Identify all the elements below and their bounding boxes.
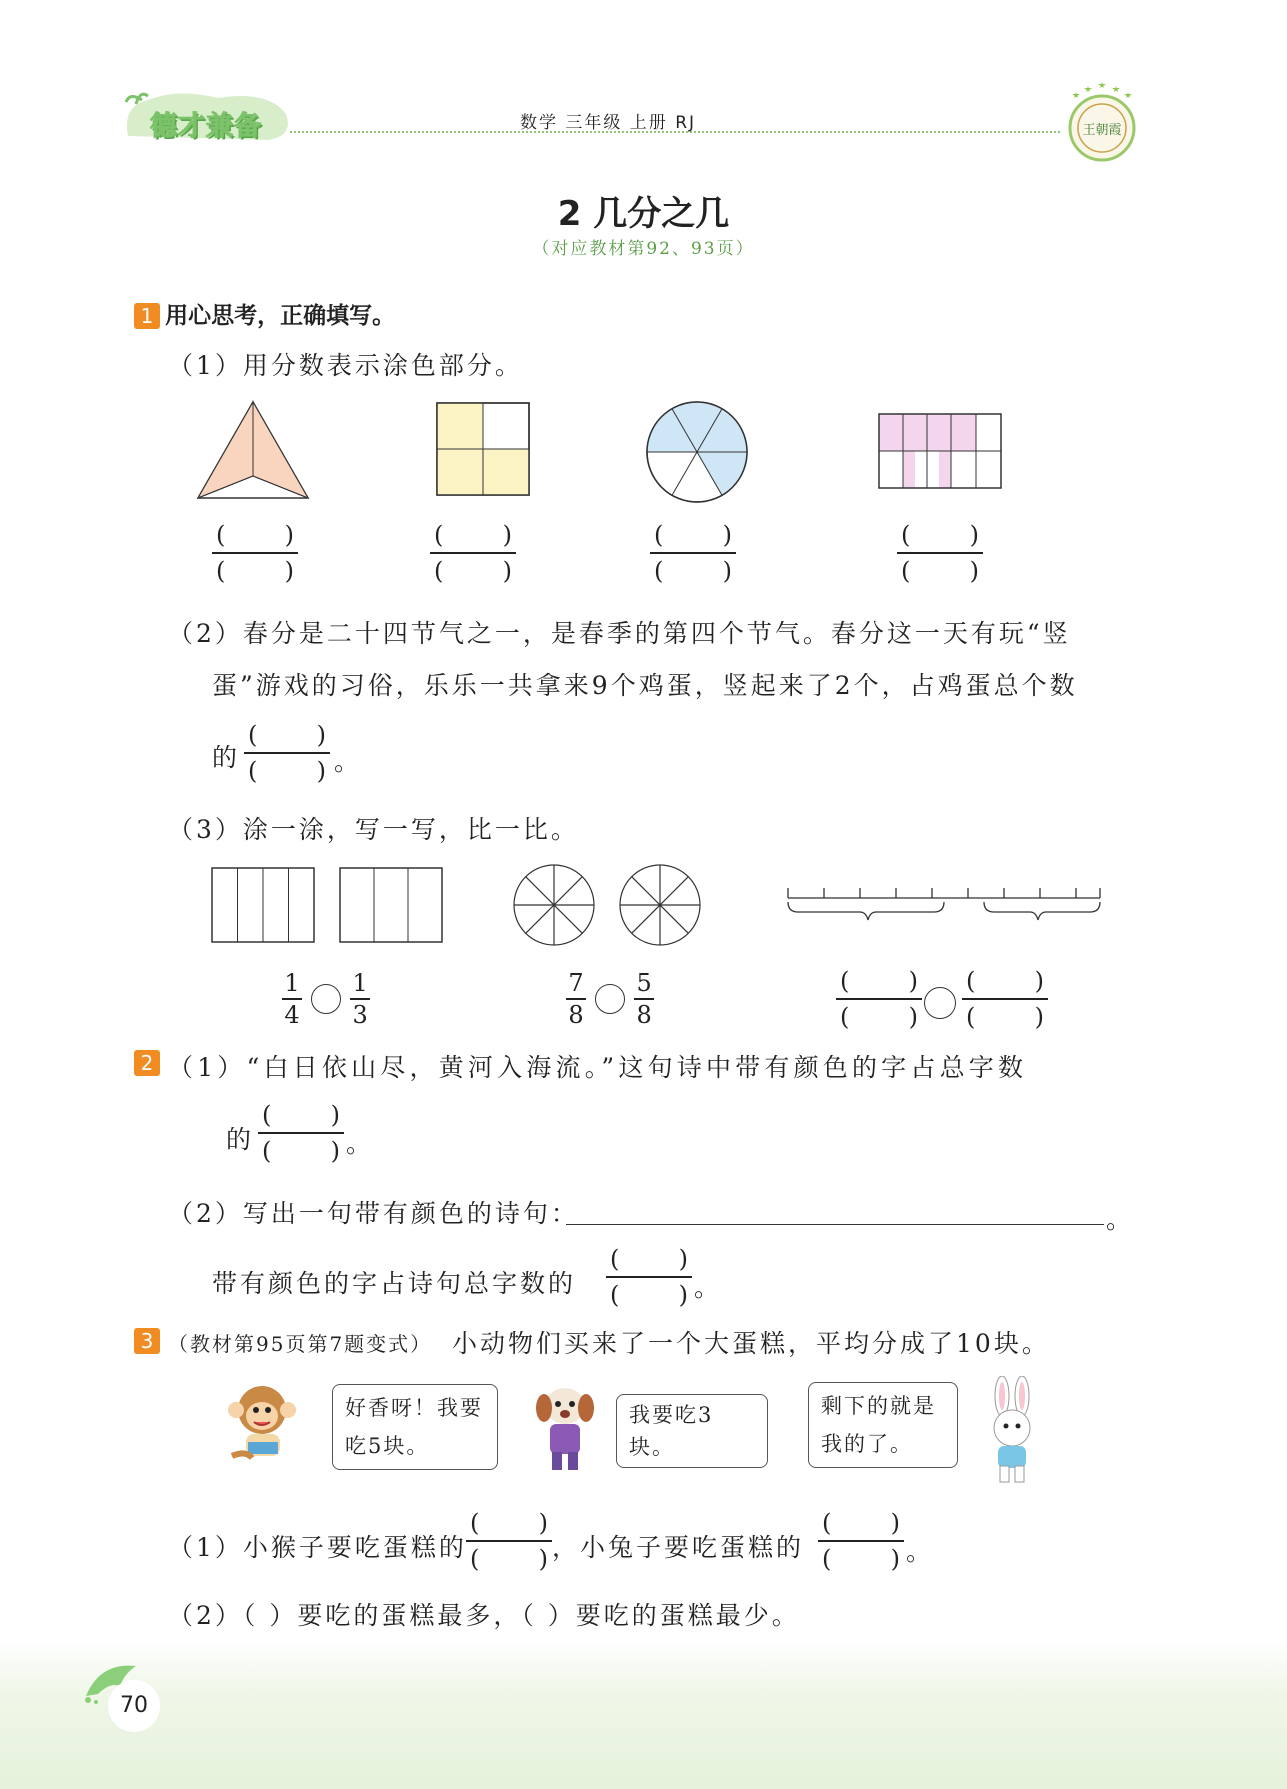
series-logo-text: 德才兼备	[150, 111, 262, 142]
blank-fraction-eggs[interactable]: ( ) ( )	[244, 718, 330, 788]
segment-line-to-divide[interactable]	[784, 884, 1104, 924]
compare-circle-blank[interactable]	[924, 987, 956, 1019]
q1-part2-suffix: 。	[334, 747, 363, 776]
poem-answer-line[interactable]	[566, 1224, 1104, 1225]
rectangles-to-shade[interactable]	[210, 866, 446, 944]
shaded-square-figure	[436, 402, 530, 496]
compare-seven-eighths-five-eighths: $\frac{7}{8}$ $\frac{5}{8}$	[566, 968, 654, 1030]
monkey-speech-bubble: 好香呀！我要 吃5块。	[332, 1384, 498, 1470]
shaded-circle-figure	[644, 400, 750, 504]
q2-part2-line1-end: 。	[1106, 1205, 1135, 1234]
header-book-info: 数学 三年级 上册 RJ	[520, 113, 697, 133]
dog-illustration	[530, 1382, 600, 1476]
dog-speech-bubble: 我要吃3块。	[616, 1394, 768, 1468]
q2-part2-suffix: 。	[694, 1273, 723, 1302]
circles-to-shade[interactable]	[512, 862, 704, 948]
blank-fraction-poem-color[interactable]: ( ) ( )	[258, 1098, 344, 1168]
question-1-header	[134, 297, 395, 330]
q1-part1-prompt: （1）用分数表示涂色部分。	[168, 351, 523, 380]
rabbit-speech-bubble: 剩下的就是 我的了。	[808, 1382, 958, 1468]
q1-part2-line1: （2）春分是二十四节气之一，是春季的第四个节气。春分这一天有玩“竖	[168, 619, 1071, 648]
q3-source: （教材第95页第7题变式）	[168, 1332, 433, 1356]
q3-part1-c: 。	[906, 1537, 935, 1566]
q3-prompt: 小动物们买来了一个大蛋糕，平均分成了10块。	[452, 1329, 1050, 1358]
svg-text:王朝霞: 王朝霞	[1082, 123, 1122, 138]
q3-part1-b: ，小兔子要吃蛋糕的	[552, 1533, 805, 1562]
lesson-title: 2 几分之几	[557, 194, 730, 234]
blank-fraction-line-left[interactable]: ( ) ( )	[836, 964, 922, 1034]
page-number: 70	[108, 1680, 160, 1732]
question-number-badge: 1	[134, 303, 160, 329]
q3-part1-a: （1）小猴子要吃蛋糕的	[168, 1533, 467, 1562]
q2-part1-line1: （1）“白日依山尽，黄河入海流。”这句诗中带有颜色的字占总字数	[168, 1053, 1028, 1082]
blank-fraction-monkey[interactable]: ( ) ( )	[466, 1506, 552, 1576]
rabbit-illustration	[976, 1376, 1046, 1488]
blank-fraction-triangle[interactable]: ( ) ( )	[212, 518, 298, 588]
q1-part2-prefix: 的	[212, 743, 241, 772]
shaded-grid-figure	[878, 413, 1002, 489]
author-seal-icon	[1062, 78, 1142, 170]
blank-fraction-line-right[interactable]: ( ) ( )	[962, 964, 1048, 1034]
blank-fraction-poem-own[interactable]: ( ) ( )	[606, 1242, 692, 1312]
q1-part3-prompt: （3）涂一涂，写一写，比一比。	[168, 815, 579, 844]
blank-fraction-grid[interactable]: ( ) ( )	[897, 518, 983, 588]
blank-fraction-circle[interactable]: ( ) ( )	[650, 518, 736, 588]
q2-part2-line1: （2）写出一句带有颜色的诗句：	[168, 1199, 579, 1228]
q1-part2-line2: 蛋”游戏的习俗，乐乐一共拿来9个鸡蛋，竖起来了2个，占鸡蛋总个数	[212, 671, 1078, 700]
question-3-number: 3	[134, 1328, 160, 1354]
compare-circle-blank[interactable]	[311, 984, 341, 1014]
compare-circle-blank[interactable]	[595, 984, 625, 1014]
monkey-illustration	[222, 1380, 306, 1466]
q2-part1-suffix: 。	[346, 1129, 375, 1158]
q3-part2: （2）（ ）要吃的蛋糕最多，（ ）要吃的蛋糕最少。	[168, 1601, 800, 1630]
q2-part2-line2: 带有颜色的字占诗句总字数的	[212, 1269, 577, 1298]
page-footer-band	[0, 1640, 1287, 1789]
shaded-triangle-figure	[196, 400, 310, 502]
question-2-number: 2	[134, 1050, 160, 1076]
blank-fraction-rabbit[interactable]: ( ) ( )	[818, 1506, 904, 1576]
question-1-heading: 用心思考，正确填写。	[165, 303, 396, 329]
blank-fraction-square[interactable]: ( ) ( )	[430, 518, 516, 588]
compare-quarter-third: $\frac{1}{4}$ $\frac{1}{3}$	[282, 968, 370, 1030]
q2-part1-prefix: 的	[226, 1125, 255, 1154]
lesson-subtitle: （对应教材第92、93页）	[532, 239, 755, 259]
